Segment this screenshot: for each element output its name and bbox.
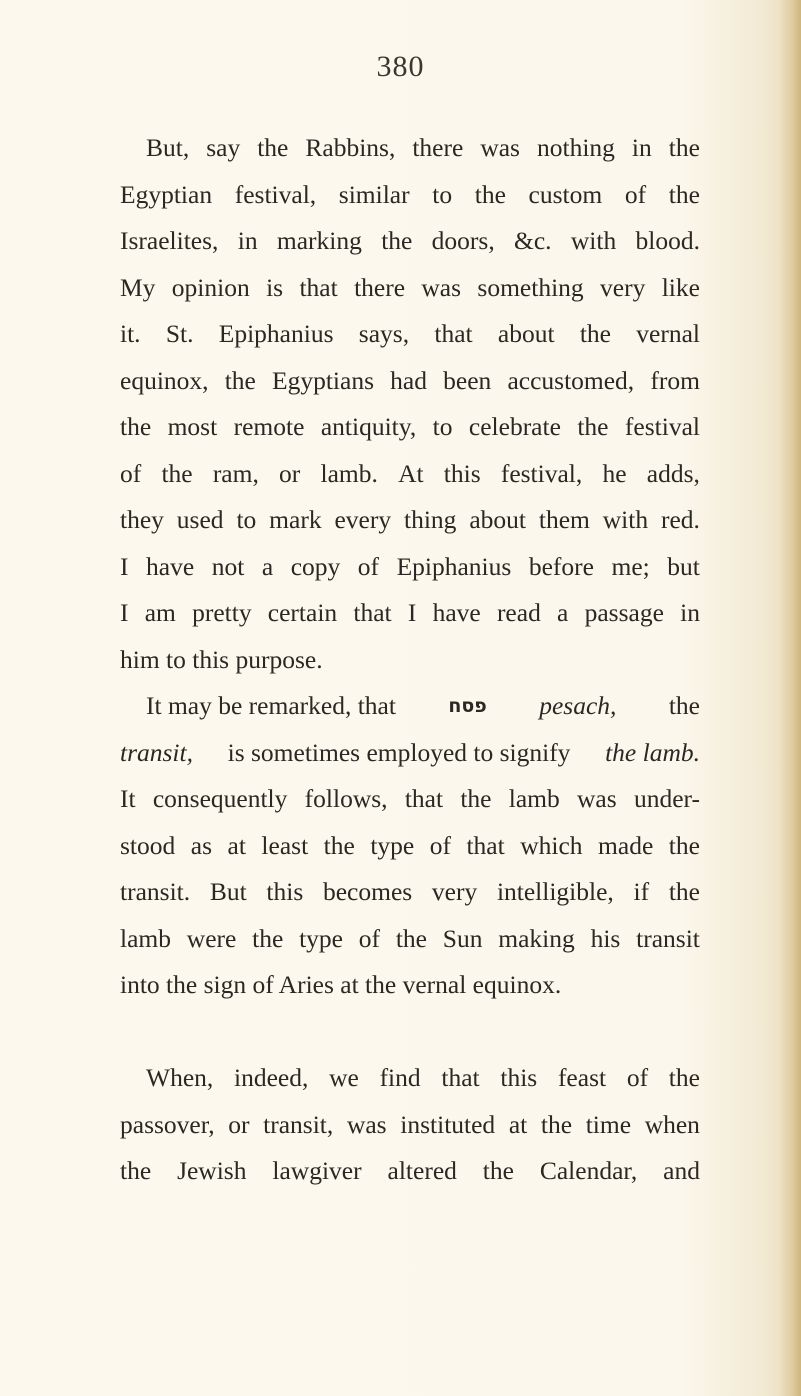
paragraph-3 bbox=[120, 1055, 700, 1195]
text-line: transit. But this becomes very intelligible, if the bbox=[120, 877, 700, 906]
text-line: the most remote antiquity, to celebrate the festival bbox=[120, 412, 700, 441]
italic-word: transit, bbox=[120, 737, 193, 767]
text-run: It may be remarked, that bbox=[146, 691, 396, 720]
italic-word: pesach, bbox=[539, 691, 617, 720]
text-line: it. St. Epiphanius says, that about the vernal bbox=[120, 319, 700, 348]
text-line: him to this purpose. bbox=[120, 644, 323, 674]
page-number: 380 bbox=[376, 50, 425, 83]
text-line: into the sign of Aries at the vernal equinox. bbox=[120, 970, 562, 999]
italic-phrase: the lamb. bbox=[605, 737, 700, 767]
text-line: I am pretty certain that I have read a passage in bbox=[120, 598, 700, 627]
text-line: they used to mark every thing about them with red. bbox=[120, 505, 700, 534]
text-line-mixed bbox=[120, 683, 700, 730]
paragraph-1 bbox=[120, 125, 700, 683]
text-run: the bbox=[668, 691, 700, 720]
text-line: stood as at least the type of that which made the bbox=[120, 830, 700, 860]
text-line: I have not a copy of Epiphanius before me; but bbox=[120, 551, 700, 581]
text-run: is sometimes employed to signify bbox=[227, 737, 571, 767]
text-line: passover, or transit, was instituted at the time when bbox=[120, 1109, 700, 1139]
text-line: Israelites, in marking the doors, &c. with blood. bbox=[120, 226, 700, 255]
hebrew-word: פסח bbox=[448, 695, 487, 717]
text-line: Egyptian festival, similar to the custom of the bbox=[120, 179, 700, 209]
text-line-mixed bbox=[120, 730, 700, 777]
text-line: the Jewish lawgiver altered the Calendar, and bbox=[120, 1156, 700, 1185]
text-line: of the ram, or lamb. At this festival, he adds, bbox=[120, 458, 700, 488]
text-line: It consequently follows, that the lamb was under- bbox=[120, 784, 700, 813]
page-edge-shadow bbox=[779, 0, 801, 1396]
text-line: lamb were the type of the Sun making his transit bbox=[120, 923, 700, 953]
paragraph-2 bbox=[120, 683, 700, 1009]
text-line: When, indeed, we find that this feast of the bbox=[146, 1063, 700, 1092]
text-line: equinox, the Egyptians had been accustomed, from bbox=[120, 365, 700, 395]
text-line: My opinion is that there was something very like bbox=[120, 272, 700, 302]
text-line: But, say the Rabbins, there was nothing in the bbox=[146, 133, 700, 162]
